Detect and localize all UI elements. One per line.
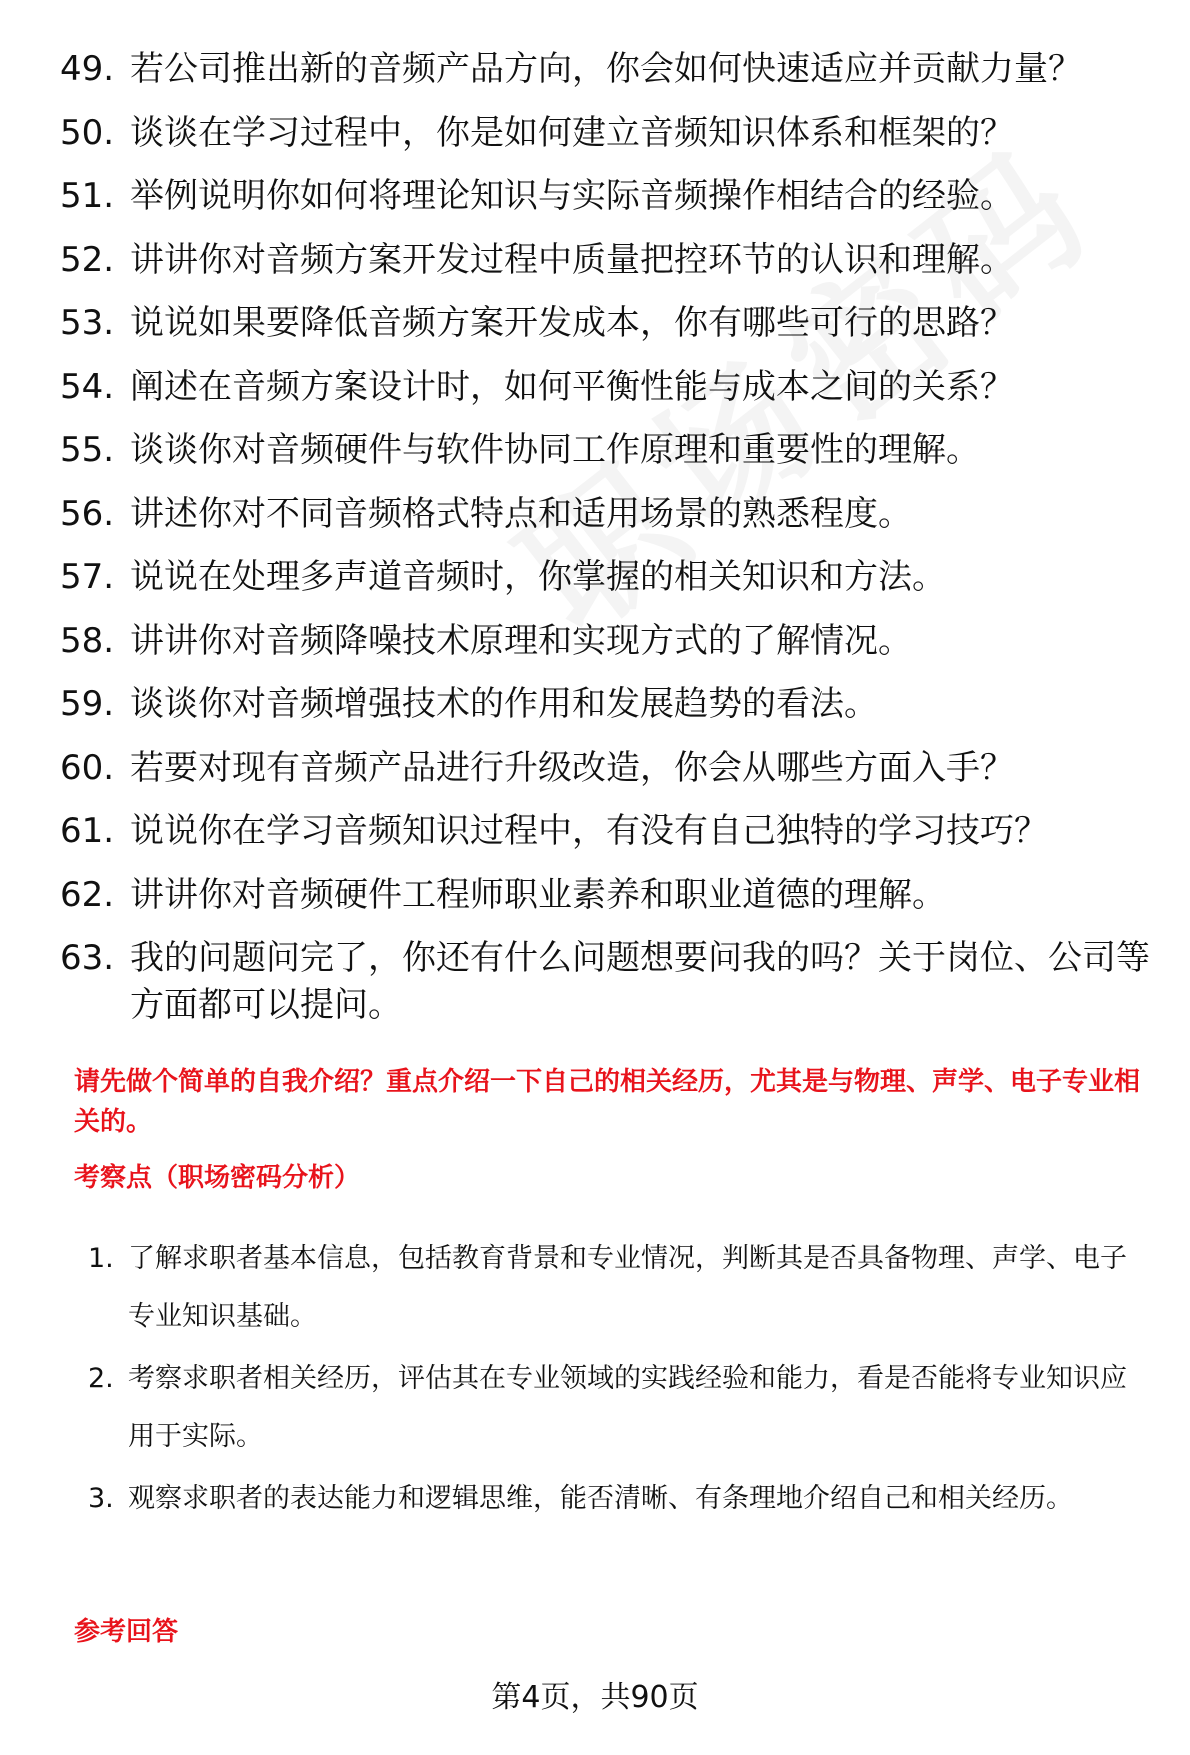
question-text: 谈谈在学习过程中，你是如何建立音频知识体系和框架的？ <box>130 112 1014 153</box>
point-number: 3. <box>88 1483 114 1514</box>
question-text: 讲讲你对音频硬件工程师职业素养和职业道德的理解。 <box>130 874 946 915</box>
question-text: 谈谈你对音频硬件与软件协同工作原理和重要性的理解。 <box>130 430 980 470</box>
point-text: 了解求职者基本信息，包括教育背景和专业情况，判断其是否具备物理、声学、电子专业知识基础。 <box>128 1243 1127 1332</box>
question-text: 谈谈你对音频增强技术的作用和发展趋势的看法。 <box>130 684 878 724</box>
question-number: 57. <box>60 557 115 597</box>
list-item <box>60 237 1150 284</box>
question-number: 59. <box>60 684 115 724</box>
question-text: 我的问题问完了，你还有什么问题想要问我的吗？关于岗位、公司等方面都可以提问。 <box>130 938 1150 1025</box>
question-number: 63. <box>60 938 115 978</box>
question-number: 53. <box>60 303 115 343</box>
question-number: 51. <box>60 176 115 216</box>
section-subheading: 考察点（职场密码分析） <box>74 1163 361 1193</box>
list-item <box>60 46 1150 93</box>
question-number: 61. <box>60 811 115 851</box>
list-item <box>60 872 1150 919</box>
list-item <box>60 745 1150 792</box>
page-indicator: 第4页，共90页 <box>491 1680 699 1715</box>
question-number: 49. <box>60 49 115 89</box>
question-number: 60. <box>60 747 115 788</box>
point-text: 观察求职者的表达能力和逻辑思维，能否清晰、有条理地介绍自己和相关经历。 <box>128 1483 1073 1514</box>
question-text: 讲述你对不同音频格式特点和适用场景的熟悉程度。 <box>130 493 912 534</box>
question-text: 说说在处理多声道音频时，你掌握的相关知识和方法。 <box>130 557 946 597</box>
list-item <box>60 173 1150 220</box>
question-number: 54. <box>60 366 115 407</box>
list-item <box>60 554 1150 601</box>
question-number: 62. <box>60 874 115 915</box>
question-list <box>60 46 1150 1046</box>
point-number: 2. <box>88 1363 114 1394</box>
list-item <box>60 935 1150 1029</box>
question-number: 58. <box>60 620 115 661</box>
list-item <box>88 1350 1148 1466</box>
question-text: 说说如果要降低音频方案开发成本，你有哪些可行的思路？ <box>130 303 1014 343</box>
list-item <box>60 110 1150 157</box>
question-number: 50. <box>60 112 115 153</box>
list-item <box>60 681 1150 728</box>
list-item <box>88 1230 1148 1346</box>
question-text: 讲讲你对音频方案开发过程中质量把控环节的认识和理解。 <box>130 239 1014 280</box>
point-number: 1. <box>88 1243 114 1274</box>
list-item <box>60 364 1150 411</box>
question-text: 若要对现有音频产品进行升级改造，你会从哪些方面入手？ <box>130 747 1014 788</box>
question-text: 若公司推出新的音频产品方向，你会如何快速适应并贡献力量？ <box>130 49 1082 89</box>
question-number: 55. <box>60 430 115 470</box>
section-headline: 请先做个简单的自我介绍？重点介绍一下自己的相关经历，尤其是与物理、声学、电子专业相关的。 <box>74 1067 1141 1137</box>
question-text: 阐述在音频方案设计时，如何平衡性能与成本之间的关系？ <box>130 366 1014 407</box>
list-item <box>88 1470 1148 1528</box>
question-text: 举例说明你如何将理论知识与实际音频操作相结合的经验。 <box>130 176 1014 216</box>
question-number: 52. <box>60 239 115 280</box>
list-item <box>60 300 1150 347</box>
reference-answer-heading: 参考回答 <box>74 1617 179 1647</box>
list-item <box>60 427 1150 474</box>
list-item <box>60 491 1150 538</box>
assessment-points <box>88 1230 1148 1532</box>
question-number: 56. <box>60 493 115 534</box>
question-text: 说说你在学习音频知识过程中，有没有自己独特的学习技巧？ <box>130 811 1048 851</box>
list-item <box>60 618 1150 665</box>
point-text: 考察求职者相关经历，评估其在专业领域的实践经验和能力，看是否能将专业知识应用于实际。 <box>128 1363 1127 1452</box>
question-text: 讲讲你对音频降噪技术原理和实现方式的了解情况。 <box>130 620 912 661</box>
list-item <box>60 808 1150 855</box>
